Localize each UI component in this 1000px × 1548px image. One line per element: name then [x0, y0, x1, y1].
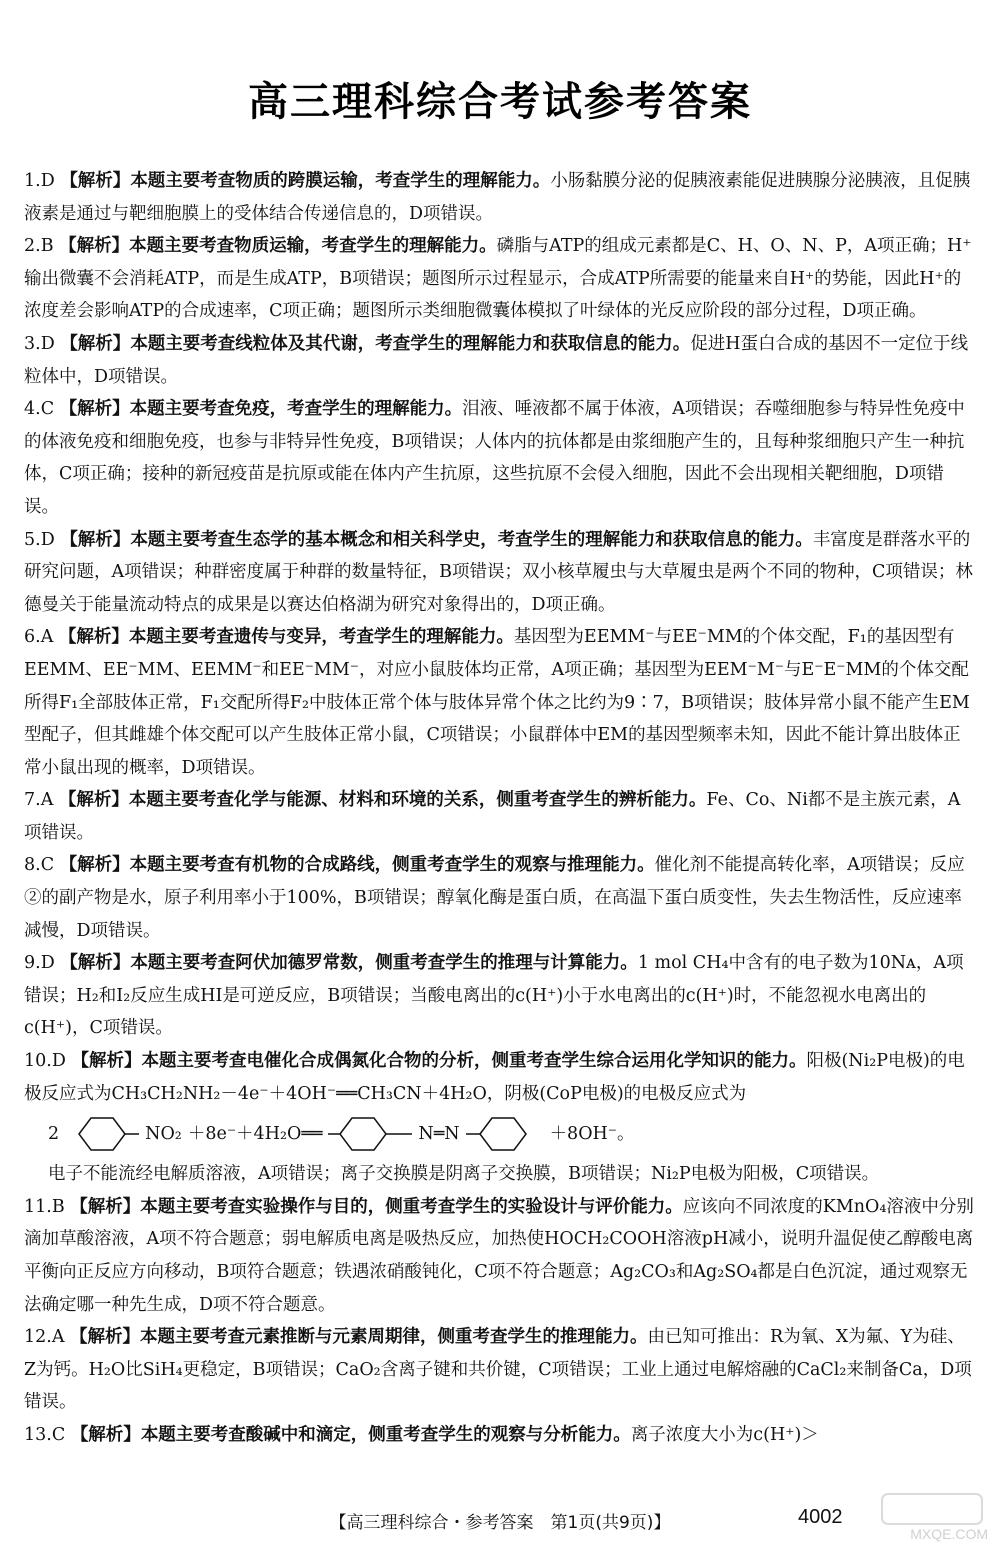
analysis-body: 泪液、唾液都不属于体液，A项错误；吞噬细胞参与特异性免疫中的体液免疫和细胞免疫，也参与非特异性免疫，B项错误；人体内的抗体都是由浆细胞产生的，且每种浆细胞只产生一种抗体，C项正确；接种的新冠疫苗是抗原或能在体内产生抗原，这些抗原不会侵入细胞，因此不会出现相关靶细胞，D项错误。: [24, 399, 965, 517]
nitro-group: NO₂: [145, 1123, 182, 1144]
analysis-lead: 本题主要考查遗传与变异，考查学生的理解能力。: [128, 627, 514, 648]
answer-item-12: [24, 1321, 976, 1419]
eq-suffix: ＋8OH⁻。: [549, 1123, 635, 1144]
analysis-body: 磷脂与ATP的组成元素都是C、H、O、N、P，A项正确；H⁺输出微囊不会消耗ATP，而是生成ATP，B项错误；题图所示过程显示，合成ATP所需要的能量来自H⁺的势能，因此H⁺的浓度差会影响ATP的合成速率，C项正确；题图所示类细胞微囊体模拟了叶绿体的光反应阶段的部分过程，D项正确。: [24, 236, 972, 322]
analysis-tag: 【解析】: [70, 1196, 141, 1217]
analysis-lead: 本题主要考查有机物的合成路线，侧重考查学生的观察与推理能力。: [129, 855, 655, 876]
answer-number: 5.D: [24, 529, 55, 550]
cathode-equation: [24, 1112, 976, 1156]
analysis-lead: 本题主要考查阿伏加德罗常数，侧重考查学生的推理与计算能力。: [130, 953, 638, 974]
analysis-lead: 本题主要考查酸碱中和滴定，侧重考查学生的观察与分析能力。: [140, 1424, 631, 1445]
analysis-continued: 电子不能流经电解质溶液，A项错误；离子交换膜是阴离子交换膜，B项错误；Ni₂P电极为阳极，C项错误。: [48, 1164, 880, 1185]
watermark-text: MXQE.COM: [910, 1526, 988, 1542]
answer-number: 6.A: [24, 627, 54, 648]
analysis-tag: 【解析】: [71, 1051, 142, 1072]
answer-item-3: [24, 328, 976, 393]
answer-item-8: [24, 849, 976, 947]
answer-item-6: [24, 621, 976, 784]
answer-item-9: [24, 947, 976, 1045]
answer-number: 7.A: [24, 790, 54, 811]
analysis-tag: 【解析】: [60, 953, 131, 974]
analysis-tag: 【解析】: [60, 171, 131, 191]
analysis-body: 催化剂不能提高转化率，A项错误；反应②的副产物是水，原子利用率小于100%，B项错误；醇氧化酶是蛋白质，在高温下蛋白质变性，失去生物活性，反应速率减慢，D项错误。: [24, 855, 965, 941]
answer-number: 4.C: [24, 399, 55, 420]
analysis-body: 小肠黏膜分泌的促胰液素能促进胰腺分泌胰液，且促胰液素是通过与靶细胞膜上的受体结合传递信息的，D项错误。: [24, 171, 971, 224]
answer-number: 8.C: [24, 855, 55, 876]
analysis-lead: 本题主要考查物质的跨膜运输，考查学生的理解能力。: [130, 171, 551, 191]
analysis-lead: 本题主要考查实验操作与目的，侧重考查学生的实验设计与评价能力。: [140, 1196, 683, 1217]
analysis-lead: 本题主要考查电催化合成偶氮化合物的分析，侧重考查学生综合运用化学知识的能力。: [141, 1051, 807, 1072]
answer-list: [24, 165, 976, 1452]
analysis-tag: 【解析】: [59, 399, 130, 420]
analysis-lead: 本题主要考查化学与能源、材料和环境的关系，侧重考查学生的辨析能力。: [128, 790, 707, 811]
answer-number: 2.B: [24, 236, 54, 257]
answer-item-4: [24, 393, 976, 523]
answer-item-13: [24, 1419, 976, 1452]
analysis-lead: 本题主要考查生态学的基本概念和相关科学史，考查学生的理解能力和获取信息的能力。: [130, 529, 813, 550]
answer-item-7: [24, 784, 976, 849]
answer-number: 13.C: [24, 1424, 66, 1445]
benzene-ring-icon: [328, 1114, 412, 1154]
answer-item-1: [24, 165, 976, 230]
analysis-tag: 【解析】: [70, 1327, 141, 1348]
eq-middle: ＋8e⁻＋4H₂O══: [187, 1123, 323, 1144]
answer-number: 11.B: [24, 1196, 65, 1217]
analysis-body: 基因型为EEMM⁻与EE⁻MM的个体交配，F₁的基因型有EEMM、EE⁻MM、EEMM⁻和EE⁻MM⁻，对应小鼠肢体均正常，A项正确；基因型为EEM⁻M⁻与E⁻E⁻MM的个体交配所得F₁全部肢体正常，F₁交配所得F₂中肢体正常个体与肢体异常个体之比约为9∶7，B项错误；肢体异常小鼠不能产生EM型配子，但其雌雄个体交配可以产生肢体正常小鼠，C项错误；小鼠群体中EM的基因型频率未知，因此不能计算出肢体正常小鼠出现的概率，D项错误。: [24, 627, 970, 778]
answer-item-5: [24, 524, 976, 622]
analysis-tag: 【解析】: [59, 236, 130, 257]
analysis-lead: 本题主要考查线粒体及其代谢，考查学生的理解能力和获取信息的能力。: [130, 333, 691, 354]
answer-number: 12.A: [24, 1327, 65, 1348]
answer-item-2: [24, 230, 976, 328]
analysis-tag: 【解析】: [60, 333, 131, 354]
analysis-lead: 本题主要考查元素推断与元素周期律，侧重考查学生的推理能力。: [140, 1327, 648, 1348]
analysis-tag: 【解析】: [59, 855, 130, 876]
watermark-logo: [852, 1492, 992, 1542]
analysis-lead: 本题主要考查免疫，考查学生的理解能力。: [129, 399, 463, 420]
analysis-body: 1 mol CH₄中含有的电子数为10Nᴀ，A项错误；H₂和I₂反应生成HI是可逆反应，B项错误；当酸电离出的c(H⁺)小于水电离出的c(H⁺)时，不能忽视水电离出的c(H⁺)，C项错误。: [24, 953, 964, 1039]
footer-text: 【高三理科综合・参考答案 第1页(共9页)】: [329, 1513, 671, 1533]
analysis-tag: 【解析】: [70, 1424, 141, 1445]
page-title: 高三理科综合考试参考答案: [248, 79, 752, 125]
answer-number: 9.D: [24, 953, 55, 974]
analysis-body: 阳极(Ni₂P电极)的电极反应式为CH₃CH₂NH₂－4e⁻＋4OH⁻══CH₃CN＋4H₂O，阴极(CoP电极)的电极反应式为: [24, 1051, 965, 1104]
eq-coefficient: 2: [48, 1123, 60, 1144]
analysis-tag: 【解析】: [60, 529, 131, 550]
document-code: 4002: [798, 1506, 843, 1528]
watermark-seal-icon: [852, 1492, 992, 1526]
analysis-body: 丰富度是群落水平的研究问题，A项错误；种群密度属于种群的数量特征，B项错误；双小核草履虫与大草履虫是两个不同的物种，C项错误；林德曼关于能量流动特点的成果是以赛达伯格湖为研究对象得出的，D项正确。: [24, 529, 973, 615]
analysis-body: 应该向不同浓度的KMnO₄溶液中分别滴加草酸溶液，A项不符合题意；弱电解质电离是吸热反应，加热使HOCH₂COOH溶液pH减小，说明升温促使乙醇酸电离平衡向正反应方向移动，B项符合题意；铁遇浓硝酸钝化，C项不符合题意；Ag₂CO₃和Ag₂SO₄都是白色沉淀，通过观察无法确定哪一种先生成，D项不符合题意。: [24, 1196, 974, 1315]
benzene-ring-icon: [65, 1114, 139, 1154]
analysis-tag: 【解析】: [58, 627, 129, 648]
analysis-lead: 本题主要考查物质运输，考查学生的理解能力。: [129, 236, 497, 257]
answer-number: 10.D: [24, 1051, 66, 1072]
answer-item-10: [24, 1045, 976, 1191]
analysis-body: 离子浓度大小为c(H⁺)＞: [630, 1424, 819, 1445]
answer-item-11: [24, 1191, 976, 1321]
azo-group: N═N: [418, 1123, 460, 1144]
analysis-tag: 【解析】: [58, 790, 129, 811]
answer-number: 1.D: [24, 171, 55, 191]
analysis-body: 促进H蛋白合成的基因不一定位于线粒体中，D项错误。: [24, 333, 969, 387]
page-footer: [0, 1508, 1000, 1533]
analysis-body: 由已知可推出：R为氧、X为氟、Y为硅、Z为钙。H₂O比SiH₄更稳定，B项错误；CaO₂含离子键和共价键，C项错误；工业上通过电解熔融的CaCl₂来制备Ca，D项错误。: [24, 1327, 972, 1413]
analysis-body: Fe、Co、Ni都不是主族元素，A项错误。: [24, 790, 961, 843]
benzene-ring-icon: [466, 1114, 544, 1154]
answer-number: 3.D: [24, 333, 55, 354]
